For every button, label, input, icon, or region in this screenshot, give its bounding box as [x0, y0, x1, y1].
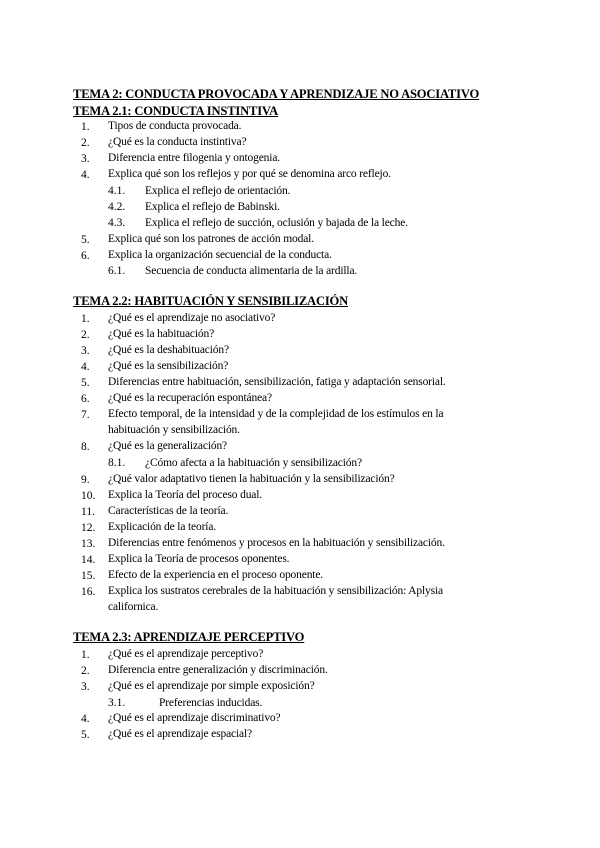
- list-item: ¿Qué es el aprendizaje espacial?: [108, 728, 252, 740]
- sub-list-item: Explica el reflejo de orientación.: [145, 185, 291, 197]
- item-number: 1.: [81, 649, 90, 661]
- item-number: 8.: [81, 441, 90, 453]
- list-item: ¿Qué es la habituación?: [108, 328, 215, 340]
- item-number: 3.: [81, 681, 90, 693]
- sub-list-item: Secuencia de conducta alimentaria de la ardilla.: [145, 265, 358, 277]
- list-item: ¿Qué es la conducta instintiva?: [108, 136, 247, 148]
- subitem-number: 4.3.: [108, 217, 126, 229]
- list-item: Diferencia entre filogenia y ontogenia.: [108, 152, 281, 164]
- item-number: 16.: [81, 586, 96, 598]
- item-number: 6.: [81, 393, 90, 405]
- item-number: 4.: [81, 713, 90, 725]
- list-item: Efecto de la experiencia en el proceso oponente.: [108, 569, 324, 581]
- list-item: ¿Qué valor adaptativo tienen la habituación y la sensibilización?: [108, 473, 395, 485]
- list-item: ¿Qué es la deshabituación?: [108, 344, 229, 356]
- subitem-number: 3.1.: [108, 697, 126, 709]
- item-number: 5.: [81, 234, 90, 246]
- sub-list-item: Explica el reflejo de Babinski.: [145, 201, 280, 213]
- list-item: Características de la teoría.: [108, 505, 229, 517]
- item-number: 1.: [81, 313, 90, 325]
- item-number: 1.: [81, 121, 90, 133]
- item-number: 10.: [81, 490, 96, 502]
- item-number: 4.: [81, 361, 90, 373]
- item-number: 5.: [81, 729, 90, 741]
- list-item: Explica los sustratos cerebrales de la habituación y sensibilización: Aplysia californica.: [108, 585, 443, 613]
- item-number: 12.: [81, 522, 96, 534]
- item-number: 6.: [81, 250, 90, 262]
- list-item: Explicación de la teoría.: [108, 521, 217, 533]
- list-item: ¿Qué es la recuperación espontánea?: [108, 392, 272, 404]
- item-number: 5.: [81, 377, 90, 389]
- item-number: 2.: [81, 665, 90, 677]
- item-number: 3.: [81, 345, 90, 357]
- list-item: Tipos de conducta provocada.: [108, 120, 242, 132]
- section-title-2-2: TEMA 2.2: HABITUACIÓN Y SENSIBILIZACIÓN: [73, 294, 349, 308]
- list-item: Diferencias entre habituación, sensibilización, fatiga y adaptación sensorial.: [108, 376, 446, 388]
- item-number: 11.: [81, 506, 95, 518]
- list-item: Explica qué son los patrones de acción modal.: [108, 233, 314, 245]
- subitem-number: 4.1.: [108, 185, 126, 197]
- item-number: 2.: [81, 329, 90, 341]
- subitem-number: 6.1.: [108, 265, 126, 277]
- list-item: ¿Qué es la generalización?: [108, 440, 228, 452]
- list-item: Diferencias entre fenómenos y procesos en la habituación y sensibilización.: [108, 537, 445, 549]
- subitem-number: 8.1.: [108, 457, 126, 469]
- item-number: 7.: [81, 409, 90, 421]
- list-item: Efecto temporal, de la intensidad y de la complejidad de los estímulos en la habituación y sensibilización.: [108, 408, 444, 436]
- item-number: 14.: [81, 554, 96, 566]
- subitem-number: 4.2.: [108, 201, 126, 213]
- item-number: 9.: [81, 474, 90, 486]
- item-number: 3.: [81, 153, 90, 165]
- section-title-2-3: TEMA 2.3: APRENDIZAJE PERCEPTIVO: [73, 630, 305, 644]
- sub-list-item: Explica el reflejo de succión, oclusión y bajada de la leche.: [145, 217, 408, 229]
- section-title-2-1: TEMA 2.1: CONDUCTA INSTINTIVA: [73, 104, 279, 118]
- item-number: 13.: [81, 538, 96, 550]
- list-item: ¿Qué es el aprendizaje por simple exposición?: [108, 680, 315, 692]
- list-item: Explica la organización secuencial de la conducta.: [108, 249, 332, 261]
- list-item: Explica la Teoría del proceso dual.: [108, 489, 263, 501]
- main-title: TEMA 2: CONDUCTA PROVOCADA Y APRENDIZAJE NO ASOCIATIVO: [73, 87, 480, 101]
- list-item: Explica qué son los reflejos y por qué se denomina arco reflejo.: [108, 168, 391, 180]
- item-number: 15.: [81, 570, 96, 582]
- sub-list-item: Preferencias inducidas.: [159, 697, 263, 709]
- list-item: ¿Qué es el aprendizaje discriminativo?: [108, 712, 281, 724]
- item-number: 4.: [81, 169, 90, 181]
- item-number: 2.: [81, 137, 90, 149]
- list-item: ¿Qué es el aprendizaje no asociativo?: [108, 312, 276, 324]
- list-item: Diferencia entre generalización y discriminación.: [108, 664, 328, 676]
- list-item: ¿Qué es la sensibilización?: [108, 360, 229, 372]
- list-item: ¿Qué es el aprendizaje perceptivo?: [108, 648, 264, 660]
- list-item: Explica la Teoría de procesos oponentes.: [108, 553, 290, 565]
- sub-list-item: ¿Cómo afecta a la habituación y sensibilización?: [145, 457, 362, 469]
